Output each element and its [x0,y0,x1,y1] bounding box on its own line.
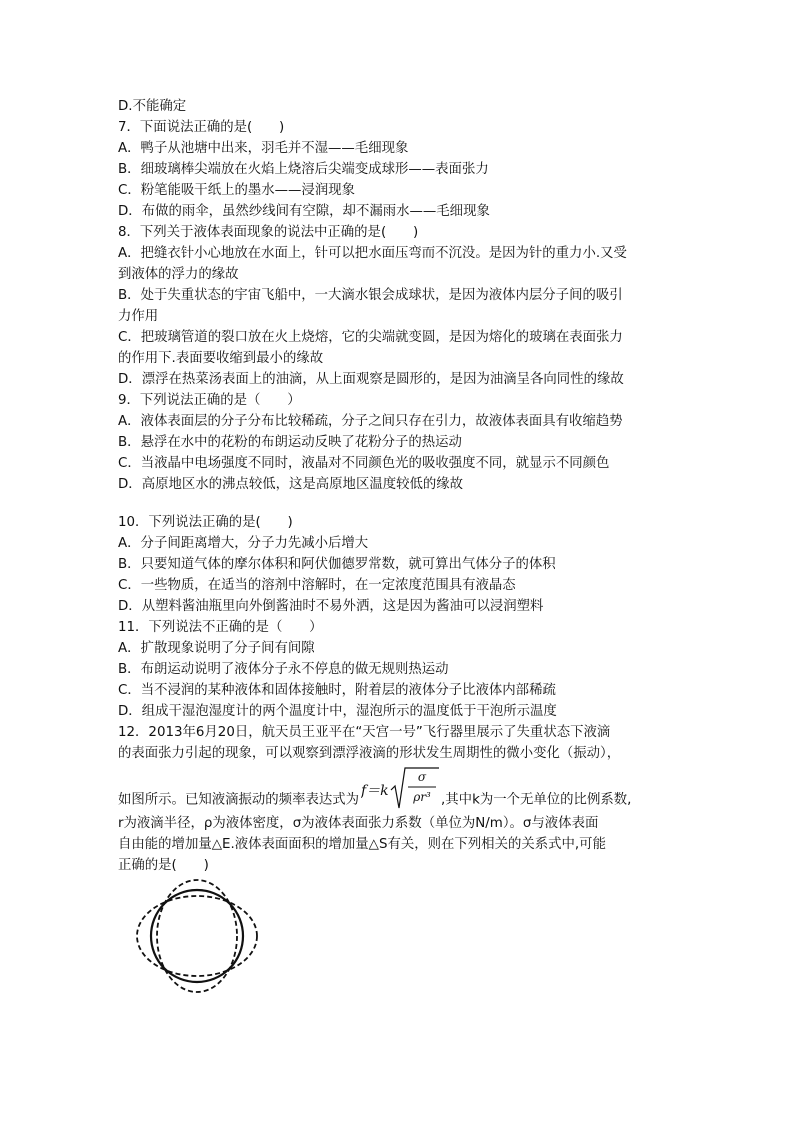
text-line: A．把缝衣针小心地放在水面上，针可以把水面压弯而不沉没。是因为针的重力小.又受 [118,246,627,261]
formula-numerator: σ [417,770,427,784]
droplet-horizontal-ellipse [137,896,257,976]
text-line: 的表面张力引起的现象，可以观察到漂浮液滴的形状发生周期性的微小变化（振动）， [118,746,621,761]
text-line: 正确的是( ) [118,858,209,873]
text-line: 自由能的增加量△E.液体表面面积的增加量△S有关，则在下列相关的关系式中,可能 [118,837,606,852]
text-line: 11．下列说法不正确的是（ ） [118,620,323,635]
droplet-vertical-ellipse [157,880,237,992]
formula-before: 如图所示。已知液滴振动的频率表达式为 [118,792,360,808]
text-line: 力作用 [118,309,159,324]
formula-f-eq: f＝k [361,783,389,799]
formula-after: ,其中k为一个无单位的比例系数, [441,792,632,808]
text-line: D．布做的雨伞，虽然纱线间有空隙，却不漏雨水——毛细现象 [118,204,490,219]
text-line: C．粉笔能吸干纸上的墨水——浸润现象 [118,183,355,198]
text-line: B．只要知道气体的摩尔体积和阿伏伽德罗常数，就可算出气体分子的体积 [118,557,556,572]
text-line: 10．下列说法正确的是( ) [118,515,293,530]
text-line: 12．2013年6月20日，航天员王亚平在“天宫一号”飞行器里展示了失重状态下液滴 [118,725,611,740]
text-line: C．把玻璃管道的裂口放在火上烧熔，它的尖端就变圆，是因为熔化的玻璃在表面张力 [118,330,623,345]
text-line: B．悬浮在水中的花粉的布朗运动反映了花粉分子的热运动 [118,435,462,450]
text-line: 到液体的浮力的缘故 [118,267,239,282]
text-line: C．当液晶中电场强度不同时，液晶对不同颜色光的吸收强度不同，就显示不同颜色 [118,456,610,471]
text-line: 的作用下.表面要收缩到最小的缘故 [118,351,324,366]
text-line: B．细玻璃棒尖端放在火焰上烧溶后尖端变成球形——表面张力 [118,162,489,177]
text-line: D.不能确定 [118,99,187,114]
text-line: A．液体表面层的分子分布比较稀疏，分子之间只存在引力，故液体表面具有收缩趋势 [118,414,623,429]
formula-denominator: ρr³ [413,790,431,804]
text-line: A．分子间距离增大，分子力先减小后增大 [118,536,369,551]
text-line: r为液滴半径，ρ为液体密度，σ为液体表面张力系数（单位为N/m）。σ与液体表面 [118,816,599,831]
text-line: D．漂浮在热菜汤表面上的油滴，从上面观察是圆形的，是因为油滴呈各向同性的缘故 [118,372,624,387]
text-line: A．扩散现象说明了分子间有间隙 [118,641,315,656]
text-line: 9．下列说法正确的是（ ） [118,393,301,408]
text-line: D．从塑料酱油瓶里向外倒酱油时不易外洒，这是因为酱油可以浸润塑料 [118,599,544,614]
sqrt-formula-svg [361,764,439,812]
text-line: 7．下面说法正确的是( ) [118,120,285,135]
text-line: C．一些物质，在适当的溶剂中溶解时，在一定浓度范围具有液晶态 [118,578,516,593]
text-line: D．组成干湿泡湿度计的两个温度计中，湿泡所示的温度低于干泡所示温度 [118,704,557,719]
text-line: B．处于失重状态的宇宙飞船中，一大滴水银会成球状，是因为液体内层分子间的吸引 [118,288,623,303]
text-line: D．高原地区水的沸点较低，这是高原地区温度较低的缘故 [118,477,464,492]
text-line: C．当不浸润的某种液体和固体接触时，附着层的液体分子比液体内部稀疏 [118,683,556,698]
text-line: B．布朗运动说明了液体分子永不停息的做无规则热运动 [118,662,449,677]
droplet-oscillation-figure [132,876,262,996]
text-line: 8．下列关于液体表面现象的说法中正确的是( ) [118,225,419,240]
text-line: A．鸭子从池塘中出来，羽毛并不湿——毛细现象 [118,141,409,156]
